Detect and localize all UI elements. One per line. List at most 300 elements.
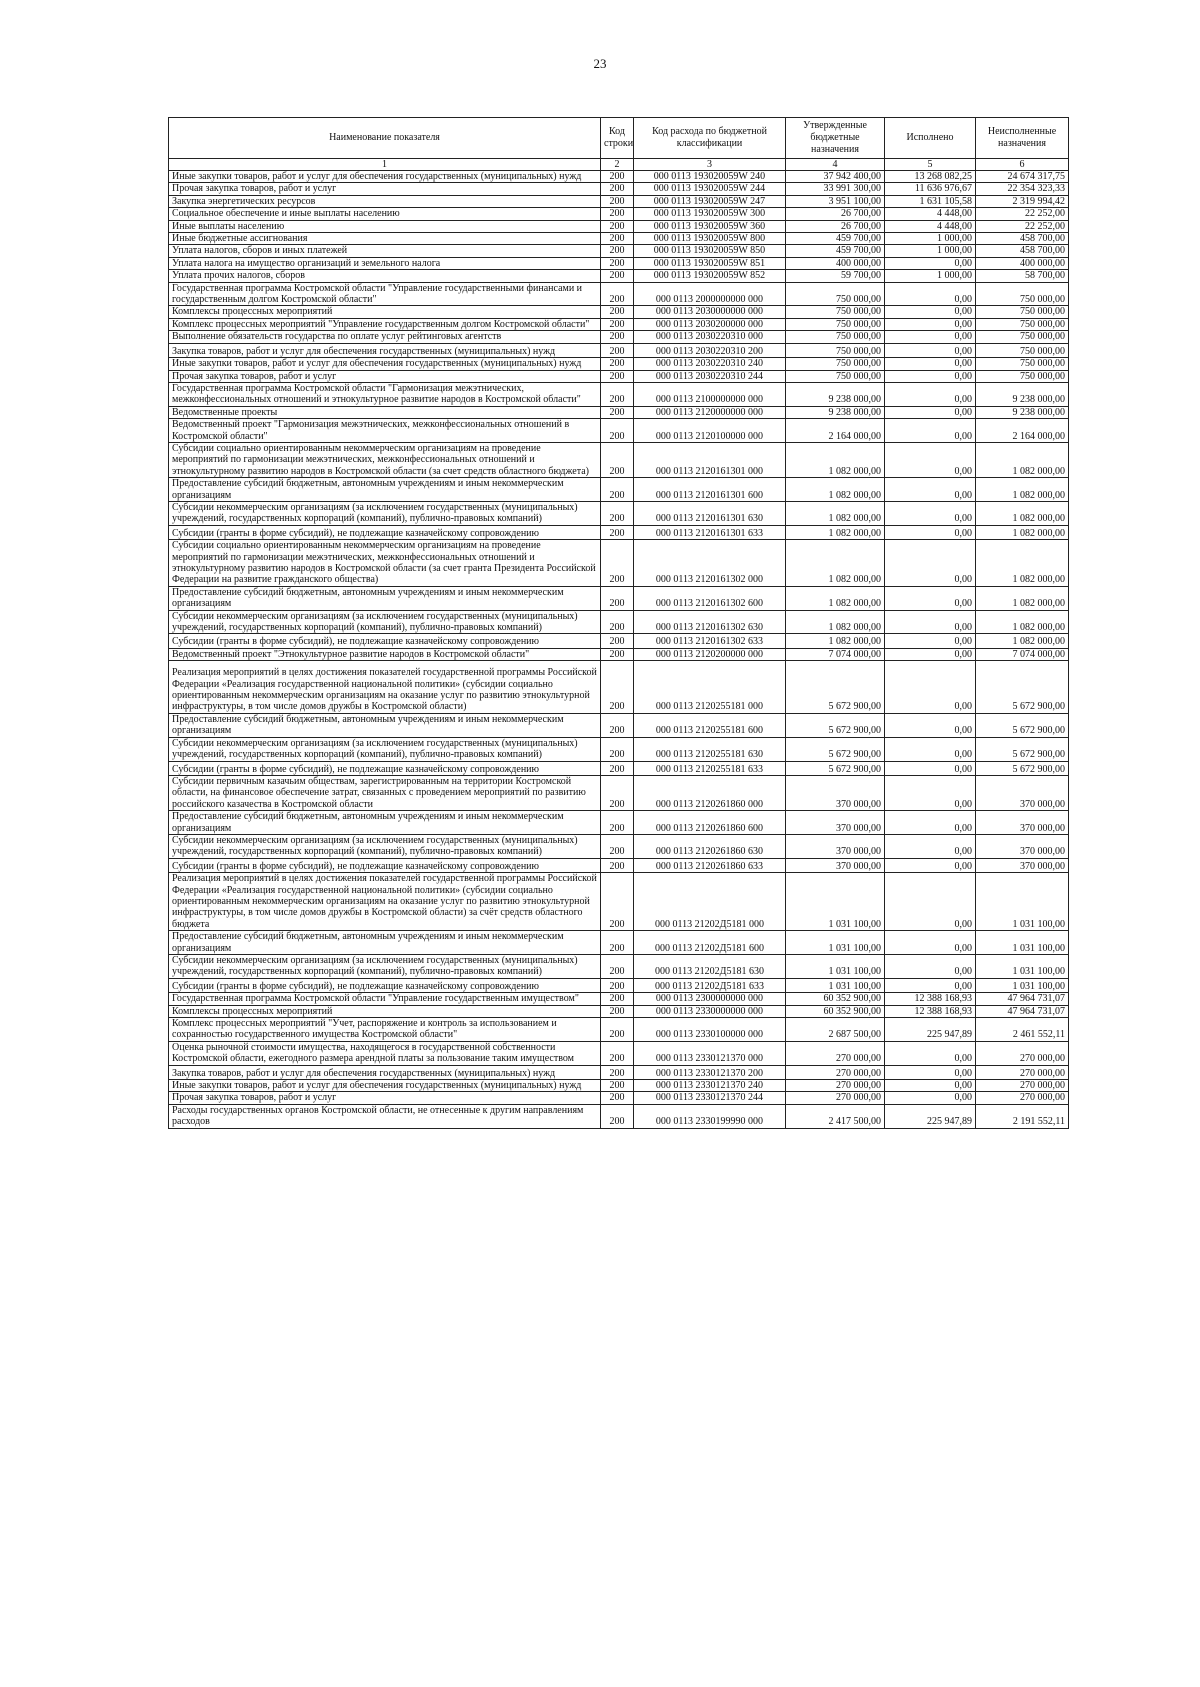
- row-executed-cell: 0,00: [885, 370, 976, 382]
- row-executed-cell: 0,00: [885, 737, 976, 761]
- row-unexecuted-cell: 47 964 731,07: [976, 1005, 1069, 1017]
- row-approved-cell: 459 700,00: [786, 233, 885, 245]
- table-row: [169, 183, 1069, 195]
- row-unexecuted-cell: 22 354 323,33: [976, 183, 1069, 195]
- table-row: [169, 525, 1069, 539]
- table-row: [169, 1104, 1069, 1128]
- table-row: [169, 233, 1069, 245]
- row-approved-cell: 9 238 000,00: [786, 382, 885, 406]
- header-name: Наименование показателя: [169, 118, 601, 159]
- row-line-code-cell: 200: [601, 208, 634, 220]
- row-budget-code-cell: 000 0113 2120161301 600: [634, 478, 786, 502]
- row-approved-cell: 1 082 000,00: [786, 501, 885, 525]
- row-approved-cell: 459 700,00: [786, 245, 885, 257]
- table-row: [169, 873, 1069, 931]
- row-budget-code-cell: 000 0113 2330100000 000: [634, 1018, 786, 1042]
- row-name-cell: Уплата прочих налогов, сборов: [169, 270, 601, 282]
- row-executed-cell: 0,00: [885, 761, 976, 775]
- row-budget-code-cell: 000 0113 193020059W 850: [634, 245, 786, 257]
- row-name-cell: Субсидии некоммерческим организациям (за исключением государственных (муниципальных) учреждений, государственных корпораций (компаний), публично-правовых компаний): [169, 955, 601, 979]
- table-row: [169, 370, 1069, 382]
- table-row: [169, 540, 1069, 587]
- row-executed-cell: 0,00: [885, 318, 976, 330]
- row-approved-cell: 5 672 900,00: [786, 761, 885, 775]
- column-number: 5: [885, 159, 976, 171]
- row-executed-cell: 0,00: [885, 282, 976, 306]
- row-budget-code-cell: 000 0113 193020059W 800: [634, 233, 786, 245]
- table-row: [169, 858, 1069, 872]
- row-approved-cell: 9 238 000,00: [786, 406, 885, 418]
- row-name-cell: Субсидии социально ориентированным некоммерческим организациям на проведение мероприятий по гармонизации межэтнических, межконфессиональных отношений и этнокультурному развитию народов в Костромской области (за счет средств областного бюджета): [169, 442, 601, 477]
- page-number: 23: [593, 56, 607, 71]
- row-line-code-cell: 200: [601, 245, 634, 257]
- row-executed-cell: 0,00: [885, 501, 976, 525]
- row-line-code-cell: 200: [601, 858, 634, 872]
- row-unexecuted-cell: 750 000,00: [976, 282, 1069, 306]
- row-budget-code-cell: 000 0113 21202Д5181 000: [634, 873, 786, 931]
- row-budget-code-cell: 000 0113 2120161302 633: [634, 634, 786, 648]
- row-executed-cell: 0,00: [885, 331, 976, 343]
- row-line-code-cell: 200: [601, 610, 634, 634]
- table-header: [169, 118, 1069, 171]
- row-name-cell: Иные закупки товаров, работ и услуг для обеспечения государственных (муниципальных) нужд: [169, 358, 601, 370]
- row-budget-code-cell: 000 0113 2030200000 000: [634, 318, 786, 330]
- row-unexecuted-cell: 370 000,00: [976, 858, 1069, 872]
- row-executed-cell: 0,00: [885, 978, 976, 992]
- row-unexecuted-cell: 9 238 000,00: [976, 382, 1069, 406]
- row-budget-code-cell: 000 0113 2030000000 000: [634, 306, 786, 318]
- row-unexecuted-cell: 1 082 000,00: [976, 540, 1069, 587]
- row-budget-code-cell: 000 0113 2330199990 000: [634, 1104, 786, 1128]
- row-name-cell: Комплекс процессных мероприятий "Управление государственным долгом Костромской области": [169, 318, 601, 330]
- row-budget-code-cell: 000 0113 2120000000 000: [634, 406, 786, 418]
- row-line-code-cell: 200: [601, 978, 634, 992]
- row-name-cell: Закупка товаров, работ и услуг для обеспечения государственных (муниципальных) нужд: [169, 343, 601, 357]
- row-line-code-cell: 200: [601, 282, 634, 306]
- row-line-code-cell: 200: [601, 270, 634, 282]
- row-line-code-cell: 200: [601, 318, 634, 330]
- row-unexecuted-cell: 1 082 000,00: [976, 442, 1069, 477]
- row-name-cell: Закупка товаров, работ и услуг для обеспечения государственных (муниципальных) нужд: [169, 1065, 601, 1079]
- row-executed-cell: 0,00: [885, 586, 976, 610]
- row-executed-cell: 0,00: [885, 834, 976, 858]
- row-line-code-cell: 200: [601, 955, 634, 979]
- row-approved-cell: 270 000,00: [786, 1065, 885, 1079]
- column-number: 1: [169, 159, 601, 171]
- row-name-cell: Иные выплаты населению: [169, 220, 601, 232]
- row-executed-cell: 0,00: [885, 1080, 976, 1092]
- table-row: [169, 208, 1069, 220]
- row-executed-cell: 0,00: [885, 610, 976, 634]
- table-row: [169, 282, 1069, 306]
- row-approved-cell: 750 000,00: [786, 343, 885, 357]
- table-row: [169, 1005, 1069, 1017]
- row-unexecuted-cell: 1 082 000,00: [976, 478, 1069, 502]
- row-budget-code-cell: 000 0113 2300000000 000: [634, 993, 786, 1005]
- row-name-cell: Реализация мероприятий в целях достижения показателей государственной программы Российской Федерации «Реализация государственной национальной политики» (субсидии социально ориентированным некоммерческим организациям на оказание услуг по развитию этнокультурной инфраструктуры, в том числе домов дружбы в Костромской области) за счёт средств областного бюджета: [169, 873, 601, 931]
- row-executed-cell: 1 631 105,58: [885, 195, 976, 207]
- row-name-cell: Субсидии (гранты в форме субсидий), не подлежащие казначейскому сопровождению: [169, 634, 601, 648]
- row-executed-cell: 0,00: [885, 811, 976, 835]
- row-line-code-cell: 200: [601, 525, 634, 539]
- row-budget-code-cell: 000 0113 2120161301 000: [634, 442, 786, 477]
- budget-execution-table: [168, 117, 1069, 1129]
- row-approved-cell: 1 082 000,00: [786, 525, 885, 539]
- row-budget-code-cell: 000 0113 193020059W 244: [634, 183, 786, 195]
- row-approved-cell: 5 672 900,00: [786, 713, 885, 737]
- row-name-cell: Предоставление субсидий бюджетным, автономным учреждениям и иным некоммерческим организациям: [169, 811, 601, 835]
- row-unexecuted-cell: 270 000,00: [976, 1041, 1069, 1065]
- row-unexecuted-cell: 5 672 900,00: [976, 737, 1069, 761]
- table-row: [169, 171, 1069, 183]
- row-executed-cell: 0,00: [885, 1065, 976, 1079]
- row-approved-cell: 270 000,00: [786, 1092, 885, 1104]
- row-budget-code-cell: 000 0113 2030220310 240: [634, 358, 786, 370]
- row-budget-code-cell: 000 0113 2120261860 000: [634, 775, 786, 810]
- row-unexecuted-cell: 370 000,00: [976, 834, 1069, 858]
- row-executed-cell: 0,00: [885, 661, 976, 714]
- row-budget-code-cell: 000 0113 2100000000 000: [634, 382, 786, 406]
- row-name-cell: Государственная программа Костромской области "Гармонизация межэтнических, межконфессиональных отношений и этнокультурное развитие народов в Костромской области": [169, 382, 601, 406]
- row-approved-cell: 1 082 000,00: [786, 540, 885, 587]
- row-approved-cell: 60 352 900,00: [786, 993, 885, 1005]
- row-line-code-cell: 200: [601, 358, 634, 370]
- row-name-cell: Иные закупки товаров, работ и услуг для обеспечения государственных (муниципальных) нужд: [169, 171, 601, 183]
- row-line-code-cell: 200: [601, 1041, 634, 1065]
- row-unexecuted-cell: 750 000,00: [976, 370, 1069, 382]
- row-budget-code-cell: 000 0113 193020059W 851: [634, 257, 786, 269]
- table-row: [169, 406, 1069, 418]
- row-name-cell: Субсидии некоммерческим организациям (за исключением государственных (муниципальных) учреждений, государственных корпораций (компаний), публично-правовых компаний): [169, 501, 601, 525]
- row-budget-code-cell: 000 0113 2120255181 000: [634, 661, 786, 714]
- row-budget-code-cell: 000 0113 2330121370 240: [634, 1080, 786, 1092]
- table-row: [169, 358, 1069, 370]
- row-approved-cell: 1 082 000,00: [786, 478, 885, 502]
- row-line-code-cell: 200: [601, 931, 634, 955]
- row-name-cell: Закупка энергетических ресурсов: [169, 195, 601, 207]
- table-row: [169, 478, 1069, 502]
- row-approved-cell: 2 687 500,00: [786, 1018, 885, 1042]
- row-unexecuted-cell: 1 031 100,00: [976, 873, 1069, 931]
- row-line-code-cell: 200: [601, 993, 634, 1005]
- row-unexecuted-cell: 270 000,00: [976, 1080, 1069, 1092]
- table-row: [169, 955, 1069, 979]
- row-budget-code-cell: 000 0113 2330121370 244: [634, 1092, 786, 1104]
- row-budget-code-cell: 000 0113 2120261860 633: [634, 858, 786, 872]
- table-row: [169, 442, 1069, 477]
- table-row: [169, 382, 1069, 406]
- row-approved-cell: 37 942 400,00: [786, 171, 885, 183]
- row-name-cell: Комплекс процессных мероприятий "Учет, распоряжение и контроль за использованием и сохранностью государственного имущества Костромской области": [169, 1018, 601, 1042]
- table-row: [169, 811, 1069, 835]
- row-approved-cell: 750 000,00: [786, 318, 885, 330]
- row-unexecuted-cell: 1 031 100,00: [976, 931, 1069, 955]
- row-unexecuted-cell: 1 082 000,00: [976, 501, 1069, 525]
- row-approved-cell: 1 031 100,00: [786, 873, 885, 931]
- table-row: [169, 634, 1069, 648]
- row-line-code-cell: 200: [601, 331, 634, 343]
- row-approved-cell: 1 031 100,00: [786, 978, 885, 992]
- row-budget-code-cell: 000 0113 2120255181 633: [634, 761, 786, 775]
- row-line-code-cell: 200: [601, 1092, 634, 1104]
- row-line-code-cell: 200: [601, 442, 634, 477]
- row-name-cell: Предоставление субсидий бюджетным, автономным учреждениям и иным некоммерческим организациям: [169, 586, 601, 610]
- row-line-code-cell: 200: [601, 257, 634, 269]
- row-unexecuted-cell: 400 000,00: [976, 257, 1069, 269]
- table-row: [169, 306, 1069, 318]
- row-line-code-cell: 200: [601, 661, 634, 714]
- table-row: [169, 331, 1069, 343]
- row-approved-cell: 60 352 900,00: [786, 1005, 885, 1017]
- row-approved-cell: 750 000,00: [786, 370, 885, 382]
- row-executed-cell: 13 268 082,25: [885, 171, 976, 183]
- row-line-code-cell: 200: [601, 713, 634, 737]
- row-name-cell: Ведомственный проект "Гармонизация межэтнических, межконфессиональных отношений в Костромской области": [169, 419, 601, 443]
- row-name-cell: Субсидии (гранты в форме субсидий), не подлежащие казначейскому сопровождению: [169, 761, 601, 775]
- row-line-code-cell: 200: [601, 1065, 634, 1079]
- row-unexecuted-cell: 750 000,00: [976, 306, 1069, 318]
- row-budget-code-cell: 000 0113 193020059W 360: [634, 220, 786, 232]
- row-executed-cell: 4 448,00: [885, 208, 976, 220]
- row-approved-cell: 2 164 000,00: [786, 419, 885, 443]
- row-line-code-cell: 200: [601, 873, 634, 931]
- row-unexecuted-cell: 22 252,00: [976, 208, 1069, 220]
- table-row: [169, 245, 1069, 257]
- row-budget-code-cell: 000 0113 2330000000 000: [634, 1005, 786, 1017]
- row-approved-cell: 750 000,00: [786, 331, 885, 343]
- table-row: [169, 834, 1069, 858]
- table-row: [169, 195, 1069, 207]
- row-budget-code-cell: 000 0113 2330121370 000: [634, 1041, 786, 1065]
- row-line-code-cell: 200: [601, 761, 634, 775]
- row-executed-cell: 0,00: [885, 858, 976, 872]
- row-budget-code-cell: 000 0113 2030220310 000: [634, 331, 786, 343]
- row-approved-cell: 7 074 000,00: [786, 648, 885, 660]
- row-line-code-cell: 200: [601, 1080, 634, 1092]
- table-row: [169, 1092, 1069, 1104]
- row-unexecuted-cell: 22 252,00: [976, 220, 1069, 232]
- row-line-code-cell: 200: [601, 1104, 634, 1128]
- row-budget-code-cell: 000 0113 2000000000 000: [634, 282, 786, 306]
- row-executed-cell: 0,00: [885, 525, 976, 539]
- row-name-cell: Государственная программа Костромской области "Управление государственными финансами и государственным долгом Костромской области": [169, 282, 601, 306]
- row-unexecuted-cell: 750 000,00: [976, 331, 1069, 343]
- table-row: [169, 737, 1069, 761]
- row-unexecuted-cell: 2 191 552,11: [976, 1104, 1069, 1128]
- row-name-cell: Предоставление субсидий бюджетным, автономным учреждениям и иным некоммерческим организациям: [169, 478, 601, 502]
- table-row: [169, 501, 1069, 525]
- row-line-code-cell: 200: [601, 306, 634, 318]
- row-budget-code-cell: 000 0113 2120261860 600: [634, 811, 786, 835]
- row-approved-cell: 370 000,00: [786, 811, 885, 835]
- table-row: [169, 270, 1069, 282]
- table-row: [169, 978, 1069, 992]
- row-unexecuted-cell: 58 700,00: [976, 270, 1069, 282]
- row-executed-cell: 0,00: [885, 406, 976, 418]
- row-line-code-cell: 200: [601, 634, 634, 648]
- row-unexecuted-cell: 5 672 900,00: [976, 661, 1069, 714]
- row-name-cell: Субсидии некоммерческим организациям (за исключением государственных (муниципальных) учреждений, государственных корпораций (компаний), публично-правовых компаний): [169, 834, 601, 858]
- row-budget-code-cell: 000 0113 2120161301 633: [634, 525, 786, 539]
- row-budget-code-cell: 000 0113 2120161301 630: [634, 501, 786, 525]
- row-executed-cell: 0,00: [885, 540, 976, 587]
- row-line-code-cell: 200: [601, 501, 634, 525]
- row-executed-cell: 0,00: [885, 442, 976, 477]
- row-budget-code-cell: 000 0113 193020059W 247: [634, 195, 786, 207]
- row-unexecuted-cell: 47 964 731,07: [976, 993, 1069, 1005]
- row-executed-cell: 1 000,00: [885, 270, 976, 282]
- row-name-cell: Комплексы процессных мероприятий: [169, 1005, 601, 1017]
- table-row: [169, 343, 1069, 357]
- row-executed-cell: 0,00: [885, 713, 976, 737]
- row-line-code-cell: 200: [601, 1018, 634, 1042]
- table-row: [169, 931, 1069, 955]
- row-line-code-cell: 200: [601, 834, 634, 858]
- table-row: [169, 318, 1069, 330]
- table-body: [169, 171, 1069, 1129]
- row-executed-cell: 0,00: [885, 955, 976, 979]
- row-executed-cell: 12 388 168,93: [885, 993, 976, 1005]
- row-approved-cell: 400 000,00: [786, 257, 885, 269]
- row-name-cell: Уплата налога на имущество организаций и земельного налога: [169, 257, 601, 269]
- table-row: [169, 1018, 1069, 1042]
- row-line-code-cell: 200: [601, 419, 634, 443]
- row-executed-cell: 0,00: [885, 306, 976, 318]
- row-unexecuted-cell: 458 700,00: [976, 233, 1069, 245]
- table-row: [169, 775, 1069, 810]
- row-approved-cell: 26 700,00: [786, 208, 885, 220]
- row-approved-cell: 1 082 000,00: [786, 634, 885, 648]
- row-line-code-cell: 200: [601, 233, 634, 245]
- row-budget-code-cell: 000 0113 2030220310 200: [634, 343, 786, 357]
- header-budget-code: Код расхода по бюджетной классификации: [634, 118, 786, 159]
- row-approved-cell: 370 000,00: [786, 834, 885, 858]
- column-number: 4: [786, 159, 885, 171]
- row-executed-cell: 1 000,00: [885, 233, 976, 245]
- row-unexecuted-cell: 270 000,00: [976, 1092, 1069, 1104]
- table-row: [169, 1065, 1069, 1079]
- row-line-code-cell: 200: [601, 406, 634, 418]
- row-executed-cell: 225 947,89: [885, 1104, 976, 1128]
- table-row: [169, 713, 1069, 737]
- row-budget-code-cell: 000 0113 2120100000 000: [634, 419, 786, 443]
- row-budget-code-cell: 000 0113 2120161302 630: [634, 610, 786, 634]
- row-executed-cell: 0,00: [885, 873, 976, 931]
- row-name-cell: Оценка рыночной стоимости имущества, находящегося в государственной собственности Костромской области, ежегодного размера арендной платы за пользование таким имуществом: [169, 1041, 601, 1065]
- row-executed-cell: 11 636 976,67: [885, 183, 976, 195]
- row-approved-cell: 750 000,00: [786, 358, 885, 370]
- row-unexecuted-cell: 2 164 000,00: [976, 419, 1069, 443]
- row-executed-cell: 0,00: [885, 257, 976, 269]
- row-unexecuted-cell: 2 461 552,11: [976, 1018, 1069, 1042]
- table-row: [169, 1080, 1069, 1092]
- row-line-code-cell: 200: [601, 370, 634, 382]
- header-line-code: Код строки: [601, 118, 634, 159]
- row-line-code-cell: 200: [601, 811, 634, 835]
- row-unexecuted-cell: 24 674 317,75: [976, 171, 1069, 183]
- header-approved: Утвержденные бюджетные назначения: [786, 118, 885, 159]
- row-budget-code-cell: 000 0113 193020059W 240: [634, 171, 786, 183]
- table-row: [169, 586, 1069, 610]
- row-unexecuted-cell: 9 238 000,00: [976, 406, 1069, 418]
- row-approved-cell: 3 951 100,00: [786, 195, 885, 207]
- row-approved-cell: 26 700,00: [786, 220, 885, 232]
- table-row: [169, 993, 1069, 1005]
- row-line-code-cell: 200: [601, 540, 634, 587]
- row-line-code-cell: 200: [601, 171, 634, 183]
- row-name-cell: Субсидии некоммерческим организациям (за исключением государственных (муниципальных) учреждений, государственных корпораций (компаний), публично-правовых компаний): [169, 737, 601, 761]
- row-executed-cell: 0,00: [885, 382, 976, 406]
- row-approved-cell: 1 082 000,00: [786, 442, 885, 477]
- row-name-cell: Субсидии (гранты в форме субсидий), не подлежащие казначейскому сопровождению: [169, 858, 601, 872]
- row-budget-code-cell: 000 0113 2120161302 600: [634, 586, 786, 610]
- table-row: [169, 1041, 1069, 1065]
- row-approved-cell: 270 000,00: [786, 1080, 885, 1092]
- header-executed: Исполнено: [885, 118, 976, 159]
- row-unexecuted-cell: 370 000,00: [976, 811, 1069, 835]
- row-approved-cell: 1 031 100,00: [786, 931, 885, 955]
- row-executed-cell: 0,00: [885, 1092, 976, 1104]
- row-line-code-cell: 200: [601, 343, 634, 357]
- row-name-cell: Субсидии (гранты в форме субсидий), не подлежащие казначейскому сопровождению: [169, 525, 601, 539]
- table-row: [169, 610, 1069, 634]
- row-executed-cell: 0,00: [885, 343, 976, 357]
- row-approved-cell: 59 700,00: [786, 270, 885, 282]
- row-name-cell: Субсидии первичным казачьим обществам, зарегистрированным на территории Костромской области, на финансовое обеспечение затрат, связанных с проведением мероприятий по развитию российского казачества в Костромской области: [169, 775, 601, 810]
- row-name-cell: Субсидии социально ориентированным некоммерческим организациям на проведение мероприятий по гармонизации межэтнических, межконфессиональных отношений и этнокультурному развитию народов в Костромской области (за счет гранта Президента Российской Федерации на развитие гражданского общества): [169, 540, 601, 587]
- row-name-cell: Субсидии некоммерческим организациям (за исключением государственных (муниципальных) учреждений, государственных корпораций (компаний), публично-правовых компаний): [169, 610, 601, 634]
- row-executed-cell: 0,00: [885, 648, 976, 660]
- row-budget-code-cell: 000 0113 2120255181 630: [634, 737, 786, 761]
- row-unexecuted-cell: 7 074 000,00: [976, 648, 1069, 660]
- row-budget-code-cell: 000 0113 21202Д5181 600: [634, 931, 786, 955]
- table-row: [169, 419, 1069, 443]
- row-name-cell: Прочая закупка товаров, работ и услуг: [169, 183, 601, 195]
- row-line-code-cell: 200: [601, 195, 634, 207]
- row-approved-cell: 750 000,00: [786, 282, 885, 306]
- row-unexecuted-cell: 1 031 100,00: [976, 955, 1069, 979]
- row-approved-cell: 1 031 100,00: [786, 955, 885, 979]
- row-budget-code-cell: 000 0113 21202Д5181 633: [634, 978, 786, 992]
- row-line-code-cell: 200: [601, 648, 634, 660]
- row-executed-cell: 0,00: [885, 931, 976, 955]
- row-executed-cell: 0,00: [885, 634, 976, 648]
- row-approved-cell: 5 672 900,00: [786, 737, 885, 761]
- row-executed-cell: 0,00: [885, 775, 976, 810]
- row-line-code-cell: 200: [601, 220, 634, 232]
- table-row: [169, 648, 1069, 660]
- row-executed-cell: 0,00: [885, 419, 976, 443]
- row-approved-cell: 750 000,00: [786, 306, 885, 318]
- row-executed-cell: 0,00: [885, 478, 976, 502]
- row-name-cell: Иные бюджетные ассигнования: [169, 233, 601, 245]
- row-budget-code-cell: 000 0113 2030220310 244: [634, 370, 786, 382]
- row-approved-cell: 2 417 500,00: [786, 1104, 885, 1128]
- header-unexecuted: Неисполненные назначения: [976, 118, 1069, 159]
- row-unexecuted-cell: 1 082 000,00: [976, 634, 1069, 648]
- table-row: [169, 761, 1069, 775]
- row-name-cell: Ведомственный проект "Этнокультурное развитие народов в Костромской области": [169, 648, 601, 660]
- row-executed-cell: 225 947,89: [885, 1018, 976, 1042]
- row-executed-cell: 4 448,00: [885, 220, 976, 232]
- row-budget-code-cell: 000 0113 193020059W 300: [634, 208, 786, 220]
- row-unexecuted-cell: 1 082 000,00: [976, 586, 1069, 610]
- column-number: 2: [601, 159, 634, 171]
- row-budget-code-cell: 000 0113 2120161302 000: [634, 540, 786, 587]
- row-name-cell: Прочая закупка товаров, работ и услуг: [169, 370, 601, 382]
- row-unexecuted-cell: 1 031 100,00: [976, 978, 1069, 992]
- row-line-code-cell: 200: [601, 1005, 634, 1017]
